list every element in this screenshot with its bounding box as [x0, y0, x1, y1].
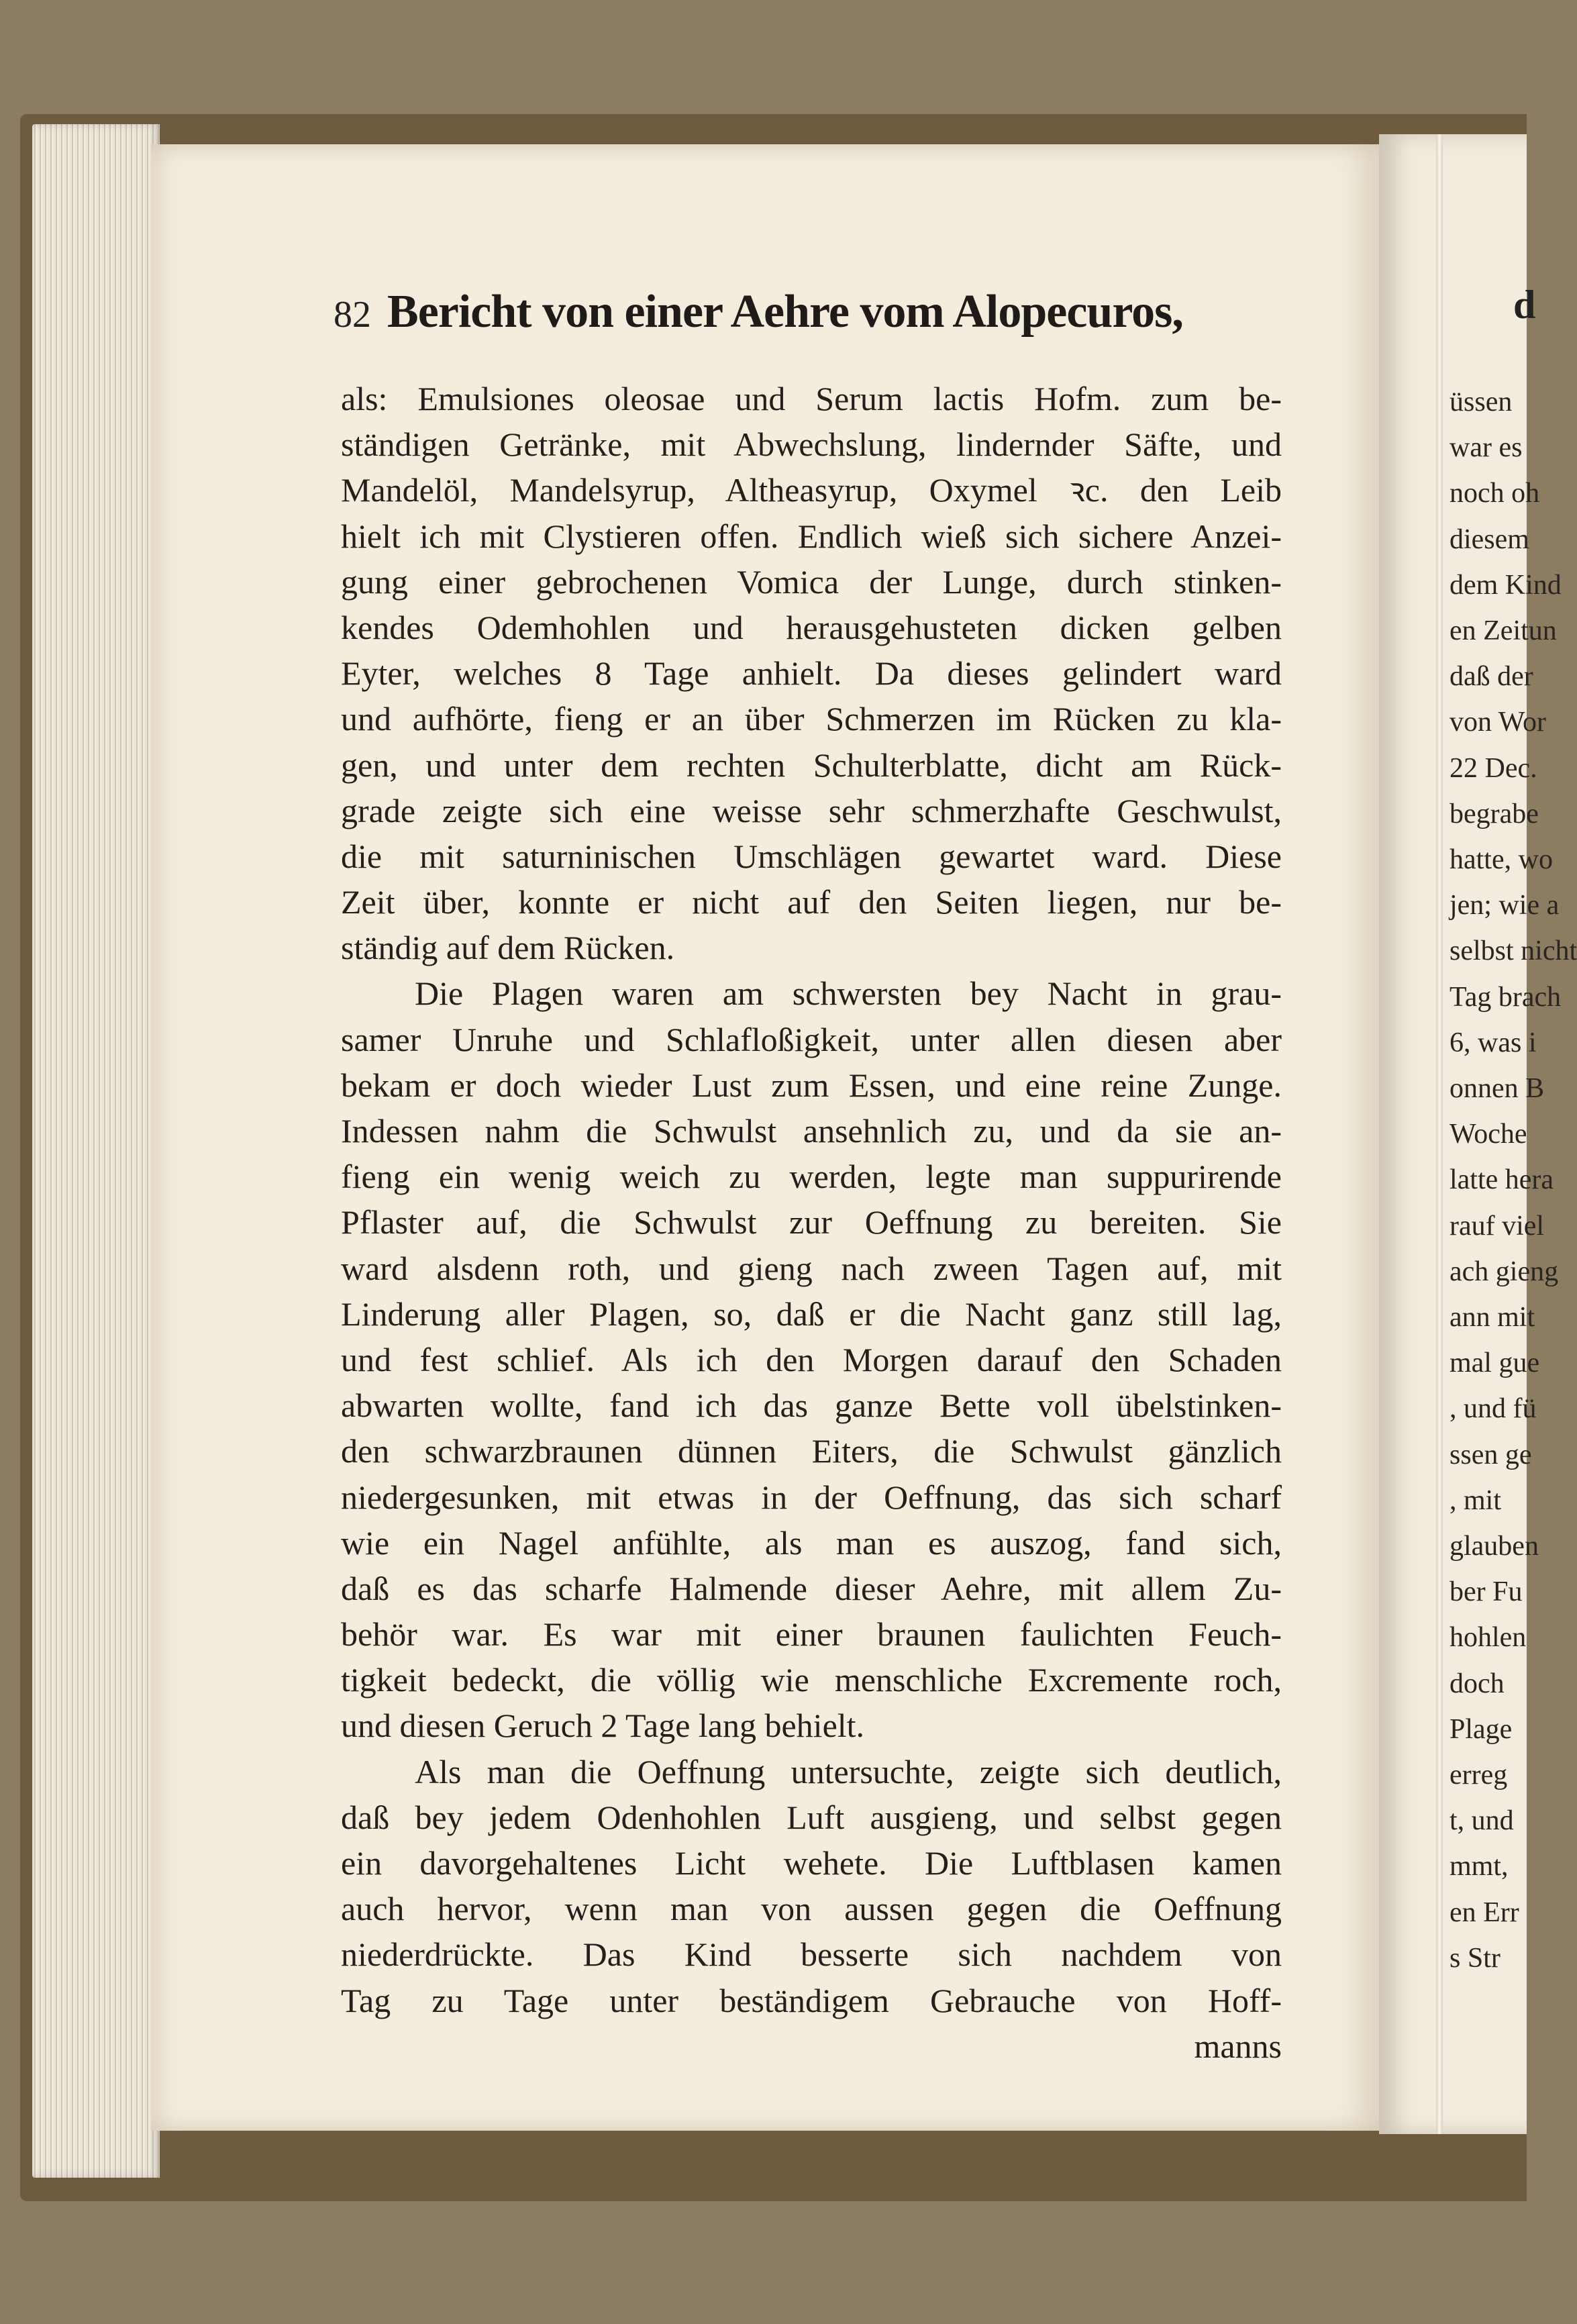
right-page-line-fragment: üssen [1449, 387, 1513, 417]
text-line: Die Plagen waren am schwersten bey Nacht in grau- [415, 974, 1282, 1013]
right-page-line-fragment: von Wor [1449, 707, 1547, 738]
right-page-line-fragment: diesem [1449, 523, 1529, 555]
page-edges [32, 124, 160, 2178]
page-number: 82 [334, 294, 371, 336]
right-page-line-fragment: en Zeitun [1449, 615, 1557, 646]
text-line: als: Emulsiones oleosae und Serum lactis Hofm. zum be- [341, 380, 1282, 417]
text-line: ständig auf dem Rücken. [341, 929, 675, 967]
right-page-line-fragment: 6, was i [1449, 1027, 1537, 1058]
text-line: niederdrückte. Das Kind besserte sich nachdem von [341, 1935, 1282, 1974]
right-page-line-fragment: begrabe [1449, 798, 1539, 829]
text-line: fieng ein wenig weich zu werden, legte man suppurirende [341, 1158, 1282, 1196]
right-page-line-fragment: Plage [1449, 1713, 1513, 1745]
text-line: gen, und unter dem rechten Schulterblatte, dicht am Rück- [341, 746, 1282, 784]
text-line: niedergesunken, mit etwas in der Oeffnung, das sich scharf [341, 1478, 1282, 1516]
page-header [334, 285, 1286, 339]
right-page-line-fragment: hohlen [1449, 1622, 1527, 1654]
text-line: tigkeit bedeckt, die völlig wie menschliche Excremente roch, [341, 1661, 1282, 1699]
text-line: und diesen Geruch 2 Tage lang behielt. [341, 1707, 865, 1745]
right-page-line-fragment: hatte, wo [1449, 844, 1553, 875]
right-page-line-fragment: ann mit [1449, 1302, 1535, 1333]
text-line: daß es das scharfe Halmende dieser Aehre, mit allem Zu- [341, 1569, 1282, 1607]
text-line: bekam er doch wieder Lust zum Essen, und eine reine Zunge. [341, 1066, 1282, 1104]
text-line: Mandelöl, Mandelsyrup, Altheasyrup, Oxymel ꝛc. den Leib [341, 471, 1282, 509]
text-line: gung einer gebrochenen Vomica der Lunge, durch stinken- [341, 562, 1282, 601]
right-page-line-fragment: ssen ge [1449, 1439, 1532, 1470]
text-line: wie ein Nagel anfühlte, als man es auszog, fand sich, [341, 1523, 1282, 1562]
text-line: den schwarzbraunen dünnen Eiters, die Schwulst gänzlich [341, 1432, 1282, 1470]
text-line: abwarten wollte, fand ich das ganze Bette voll übelstinken- [341, 1386, 1282, 1425]
right-page-line-fragment: glauben [1449, 1531, 1539, 1562]
right-page-line-fragment: erreg [1449, 1760, 1508, 1790]
right-page-line-fragment: , und fü [1449, 1393, 1537, 1425]
text-line: manns [1194, 2027, 1282, 2065]
text-line: auch hervor, wenn man von aussen gegen die Oeffnung [341, 1890, 1282, 1928]
right-page-line-fragment: , mit [1449, 1484, 1502, 1516]
running-title: Bericht von einer Aehre vom Alopecuros, [387, 286, 1183, 338]
right-page-line-fragment: en Err [1449, 1897, 1519, 1928]
right-page-line-fragment: dem Kind [1449, 569, 1562, 601]
text-line: samer Unruhe und Schlafloßigkeit, unter allen diesen aber [341, 1020, 1282, 1058]
right-header-fragment: d [1513, 283, 1536, 327]
text-line: daß bey jedem Odenhohlen Luft ausgieng, und selbst gegen [341, 1798, 1282, 1836]
text-line: die mit saturninischen Umschlägen gewartet ward. Diese [341, 837, 1282, 875]
right-page-line-fragment: daß der [1449, 661, 1533, 693]
right-page-line-fragment: Tag brach [1449, 981, 1562, 1013]
right-page-line-fragment: selbst nicht [1449, 936, 1577, 967]
text-line: ständigen Getränke, mit Abwechslung, lindernder Säfte, und [341, 425, 1282, 464]
text-line: grade zeigte sich eine weisse sehr schmerzhafte Geschwulst, [341, 791, 1282, 829]
right-page-line-fragment: mal gue [1449, 1348, 1540, 1379]
text-line: Eyter, welches 8 Tage anhielt. Da dieses gelindert ward [341, 654, 1282, 693]
right-page-line-fragment: doch [1449, 1668, 1505, 1699]
body-text [341, 376, 1282, 2069]
text-line: kendes Odemhohlen und herausgehusteten dicken gelben [341, 608, 1282, 646]
right-page-line-fragment: ber Fu [1449, 1576, 1523, 1608]
right-page-line-fragment: noch oh [1449, 478, 1540, 509]
text-line: Indessen nahm die Schwulst ansehnlich zu, und da sie an- [341, 1112, 1282, 1150]
text-line: Als man die Oeffnung untersuchte, zeigte sich deutlich, [415, 1752, 1282, 1790]
right-page-line-fragment: 22 Dec. [1449, 752, 1537, 784]
right-page-line-fragment: mmt, [1449, 1851, 1509, 1882]
text-line: ein davorgehaltenes Licht wehete. Die Luftblasen kamen [341, 1844, 1282, 1882]
text-line: hielt ich mit Clystieren offen. Endlich wieß sich sichere Anzei- [341, 517, 1282, 555]
right-page-line-fragment: t, und [1449, 1805, 1514, 1837]
right-page-line-fragment: s Str [1449, 1942, 1500, 1974]
text-line: behör war. Es war mit einer braunen faulichten Feuch- [341, 1615, 1282, 1654]
text-line: Zeit über, konnte er nicht auf den Seiten liegen, nur be- [341, 883, 1282, 921]
right-page-line-fragment: onnen B [1449, 1073, 1545, 1104]
right-page-line-fragment: war es [1449, 432, 1523, 464]
text-line: Linderung aller Plagen, so, daß er die Nacht ganz still lag, [341, 1295, 1282, 1333]
text-line: und fest schlief. Als ich den Morgen darauf den Schaden [341, 1340, 1282, 1378]
right-page-line-fragment: rauf viel [1449, 1210, 1545, 1242]
right-page-line-fragment: jen; wie a [1449, 890, 1560, 921]
right-page-line-fragment: Woche [1449, 1119, 1527, 1150]
text-line: Pflaster auf, die Schwulst zur Oeffnung zu bereiten. Sie [341, 1203, 1282, 1242]
text-line: und aufhörte, fieng er an über Schmerzen im Rücken zu kla- [341, 700, 1282, 738]
text-line: Tag zu Tage unter beständigem Gebrauche von Hoff- [341, 1981, 1282, 2019]
right-page-line-fragment: ach gieng [1449, 1256, 1559, 1287]
text-line: ward alsdenn roth, und gieng nach zween Tagen auf, mit [341, 1249, 1282, 1287]
right-page-line-fragment: latte hera [1449, 1164, 1554, 1196]
page-fold [1436, 134, 1443, 2134]
